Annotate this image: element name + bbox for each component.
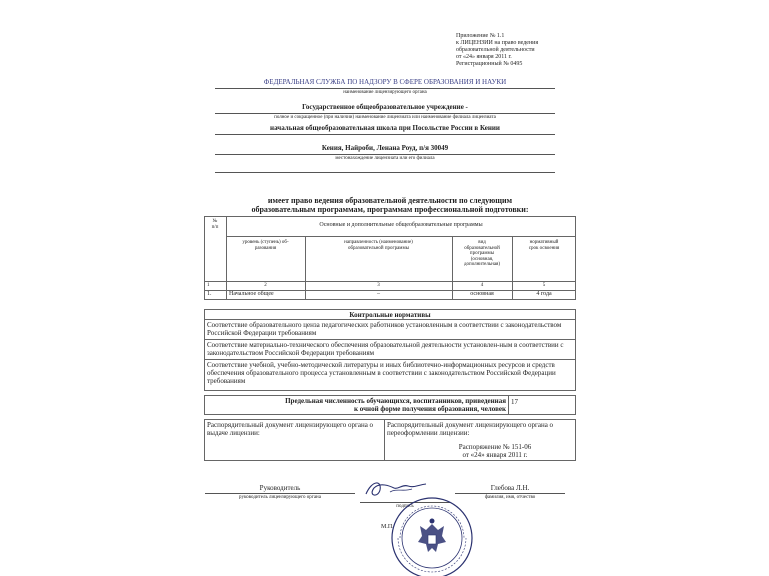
limit-value: 17 — [511, 398, 518, 406]
appendix-line: образовательной деятельности — [456, 47, 535, 53]
row-focus: – — [377, 291, 380, 297]
appendix-line: Приложение № 1.1 — [456, 33, 505, 39]
appendix-line: от «24» января 2011 г. — [456, 54, 512, 60]
row-level: Начальное общее — [229, 291, 274, 297]
col-number: 2 — [264, 283, 267, 288]
col-num-header: № п/п — [211, 219, 219, 230]
table-line — [226, 236, 576, 237]
table-line — [204, 339, 576, 340]
head-role: Руководитель — [259, 484, 301, 492]
table-line — [508, 395, 509, 415]
reissue-doc-header: Распорядительный документ лицензирующего органа о переоформлении лицензии: — [387, 421, 554, 437]
table-line — [384, 419, 385, 461]
table-line — [204, 319, 576, 320]
divider — [215, 88, 555, 89]
institution-line1: Государственное общеобразовательное учреждение - — [302, 103, 468, 111]
normatives-title: Контрольные нормативы — [349, 311, 431, 319]
normative-item: Соответствие материально-технического обеспечения образовательной деятельности установлен-ным в соответствии с законодательством Российской Федерации требованиям — [207, 341, 564, 357]
institution-line2: начальная общеобразовательная школа при Посольстве России в Кении — [270, 124, 500, 132]
limit-label-line1: Предельная численность обучающихся, воспитанников, приведенная — [285, 397, 506, 405]
col-header: нормативный срок освоения — [528, 240, 560, 251]
intro-line2: образовательным программам, программам профессиональной подготовки: — [251, 205, 529, 214]
order-number: Распоряжение № 151-06 — [458, 443, 532, 451]
divider — [205, 493, 355, 494]
agency-caption: наименование лицензирующего органа — [343, 90, 427, 95]
col-header: уровень (ступень) об- разования — [242, 240, 289, 251]
normative-item: Соответствие учебной, учебно-методической литературы и иных библиотечно-информационных ресурсов и средств обеспечения образовательного процесса установленным в соответствии с законодательством Российской Федерации требованиям — [207, 361, 556, 385]
table-line — [204, 281, 576, 282]
divider — [215, 113, 555, 114]
normative-item: Соответствие образовательного ценза педагогических работников установленным в соответствии с законодательством Российской Федерации требованиям — [207, 321, 562, 337]
divider — [215, 134, 555, 135]
col-number: 1 — [207, 283, 210, 288]
appendix-line: к ЛИЦЕНЗИИ на право ведения — [456, 40, 539, 46]
limit-label-line2: к очной форме получения образования, человек — [353, 405, 506, 413]
institution-caption: полное и сокращенное (при наличии) наименование лицензиата или наименование филиала лицензиата — [274, 115, 496, 120]
divider — [215, 154, 555, 155]
row-type: основная — [470, 291, 494, 297]
row-term: 4 года — [536, 291, 552, 297]
order-date: от «24» января 2011 г. — [462, 451, 528, 459]
head-name: Глебова Л.Н. — [490, 484, 530, 492]
address-caption: местонахождение лицензиата или его филиала — [335, 156, 435, 161]
seal-place-label: М.П. — [381, 524, 394, 530]
col-header: вид образовательной программы (основная, дополнительная) — [463, 240, 501, 267]
head-role-caption: руководитель лицензирующего органа — [239, 495, 321, 500]
col-number: 3 — [377, 283, 380, 288]
address: Кения, Найроби, Ленана Роуд, п/я 30049 — [321, 144, 449, 152]
intro-line1: имеет право ведения образовательной деятельности по следующим — [267, 196, 513, 205]
col-number: 4 — [480, 283, 484, 288]
signature-caption: подпись — [396, 504, 414, 509]
divider — [215, 172, 555, 173]
group-header: Основные и дополнительные общеобразовательные программы — [319, 222, 483, 228]
col-number: 5 — [542, 283, 546, 288]
table-line — [204, 359, 576, 360]
col-header: направленность (наименование) образовательной программы — [344, 240, 413, 251]
agency-name: ФЕДЕРАЛЬНАЯ СЛУЖБА ПО НАДЗОРУ В СФЕРЕ ОБРАЗОВАНИЯ И НАУКИ — [263, 78, 507, 86]
issue-doc-header: Распорядительный документ лицензирующего органа о выдаче лицензии: — [207, 421, 374, 437]
appendix-block — [456, 33, 576, 68]
official-seal — [388, 494, 476, 576]
row-num: 1. — [207, 291, 212, 297]
appendix-line: Регистрационный № 0495 — [456, 61, 523, 67]
head-name-caption: фамилия, имя, отчество — [484, 495, 536, 500]
